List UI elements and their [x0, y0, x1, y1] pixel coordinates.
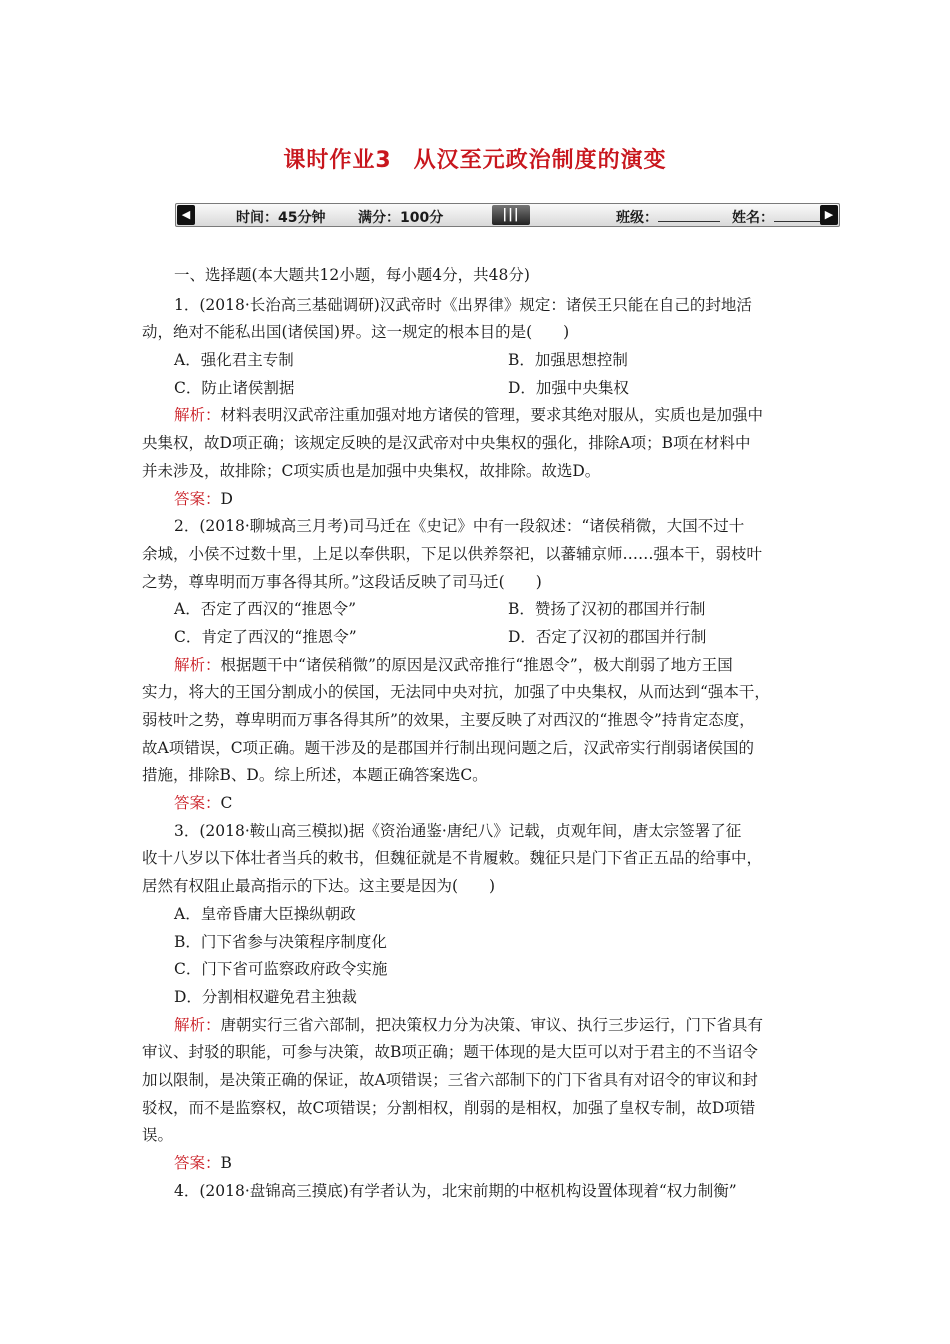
class-blank [658, 208, 720, 222]
analysis-line: 加以限制，是决策正确的保证，故A项错误；三省六部制下的门下省具有对诏令的审议和封 [142, 1070, 758, 1089]
analysis-line: 央集权，故D项正确；该规定反映的是汉武帝对中央集权的强化，排除A项；B项在材料中 [142, 434, 751, 453]
document-body [142, 262, 812, 1205]
option-c: C．肯定了西汉的“推恩令” [174, 627, 357, 646]
time-limit: 时间：45分钟 [236, 210, 326, 226]
question-4 [142, 1178, 812, 1206]
title-topic: 从汉至元政治制度的演变 [413, 148, 667, 173]
analysis-line: 措施，排除B、D。综上所述，本题正确答案选C。 [142, 766, 488, 785]
question-stem-line: 余城，小侯不过数十里，上足以奉供职，下足以供养祭祀，以蕃辅京师……强本干，弱枝叶 [142, 544, 763, 563]
analysis-text: 根据题干中“诸侯稍微”的原因是汉武帝推行“推恩令”，极大削弱了地方王国 [220, 655, 733, 674]
options-row [142, 347, 812, 375]
answer-value: B [220, 1154, 232, 1172]
analysis-text: 材料表明汉武帝注重加强对地方诸侯的管理，要求其绝对服从，实质也是加强中 [220, 406, 764, 425]
analysis-text: 唐朝实行三省六部制，把决策权力分为决策、审议、执行三步运行，门下省具有 [220, 1015, 764, 1034]
option-c: C．防止诸侯割据 [174, 378, 295, 397]
options-row [142, 624, 812, 652]
analysis-label: 解析： [174, 1015, 221, 1034]
analysis-line: 故A项错误，C项正确。题干涉及的是郡国并行制出现问题之后，汉武帝实行削弱诸侯国的 [142, 738, 755, 757]
full-score: 满分：100分 [358, 210, 444, 226]
section-heading: 一、选择题(本大题共12小题，每小题4分，共48分) [174, 266, 530, 284]
title-lesson: 课时作业3 [283, 148, 392, 173]
name-label: 姓名： [732, 210, 774, 226]
analysis-line: 实力，将大的王国分割成小的侯国，无法同中央对抗，加强了中央集权，从而达到“强本干， [142, 683, 770, 702]
answer-label: 答案： [174, 1154, 221, 1172]
answer-value: C [220, 794, 233, 813]
analysis-line: 弱枝叶之势，尊卑明而万事各得其所”的效果，主要反映了对西汉的“推恩令”持肯定态度， [142, 711, 755, 729]
question-2 [142, 513, 812, 818]
option-b: B．加强思想控制 [508, 351, 628, 370]
option-b: B．门下省参与决策程序制度化 [174, 932, 387, 951]
class-label: 班级： [616, 210, 658, 226]
answer-label: 答案： [174, 489, 221, 508]
options-row [142, 375, 812, 403]
question-stem-line: 4．(2018·盘锦高三摸底)有学者认为，北宋前期的中枢机构设置体现着“权力制衡” [174, 1181, 737, 1200]
analysis-label: 解析： [174, 406, 221, 425]
analysis-line: 审议、封驳的职能，可参与决策，故B项正确；题干体现的是大臣可以对于君主的不当诏令 [142, 1043, 758, 1062]
answer-label: 答案： [174, 794, 221, 813]
prev-arrow-icon[interactable]: ◀ [177, 205, 195, 225]
option-c: C．门下省可监察政府政令实施 [174, 960, 388, 979]
answer-line [142, 1150, 812, 1178]
question-stem-line: 动，绝对不能私出国(诸侯国)界。这一规定的根本目的是( ) [142, 323, 570, 342]
analysis-line: 误。 [142, 1126, 174, 1145]
question-stem-line: 收十八岁以下体壮者当兵的敕书，但魏征就是不肯履敕。魏征只是门下省正五品的给事中， [142, 849, 763, 868]
question-stem-line: 居然有权阻止最高指示的下达。这主要是因为( ) [142, 877, 496, 896]
option-a: A．否定了西汉的“推恩令” [174, 600, 357, 619]
analysis-line [142, 402, 812, 430]
option-a: A．皇帝昏庸大臣操纵朝政 [174, 904, 356, 923]
option-d: D．否定了汉初的郡国并行制 [508, 627, 707, 646]
page-title [0, 143, 950, 174]
question-stem-line: 1．(2018·长治高三基础调研)汉武帝时《出界律》规定：诸侯王只能在自己的封地活 [174, 295, 752, 314]
answer-value: D [220, 489, 233, 508]
class-field [616, 207, 720, 227]
option-a: A．强化君主专制 [174, 351, 294, 370]
analysis-line: 驳权，而不是监察权，故C项错误；分割相权，削弱的是相权，加强了皇权专制，故D项错 [142, 1098, 756, 1117]
analysis-line [142, 652, 812, 680]
option-d: D．分割相权避免君主独裁 [174, 987, 357, 1006]
option-d: D．加强中央集权 [508, 378, 629, 397]
question-1 [142, 292, 812, 514]
grip-handle-icon[interactable]: ||| [492, 205, 530, 225]
info-bar [175, 203, 840, 227]
question-3 [142, 818, 812, 1178]
next-arrow-icon[interactable]: ▶ [820, 205, 838, 225]
question-stem-line: 3．(2018·鞍山高三模拟)据《资治通鉴·唐纪八》记载，贞观年间，唐太宗签署了征 [174, 821, 742, 840]
analysis-line: 并未涉及，故排除；C项实质也是加强中央集权，故排除。故选D。 [142, 461, 601, 480]
answer-line [142, 790, 812, 818]
answer-line [142, 486, 812, 514]
analysis-line [142, 1012, 812, 1040]
analysis-label: 解析： [174, 655, 221, 674]
options-row [142, 596, 812, 624]
question-stem-line: 2．(2018·聊城高三月考)司马迁在《史记》中有一段叙述：“诸侯稍微，大国不过十 [174, 517, 745, 536]
option-b: B．赞扬了汉初的郡国并行制 [508, 600, 706, 619]
question-stem-line: 之势，尊卑明而万事各得其所。”这段话反映了司马迁( ) [142, 572, 542, 591]
